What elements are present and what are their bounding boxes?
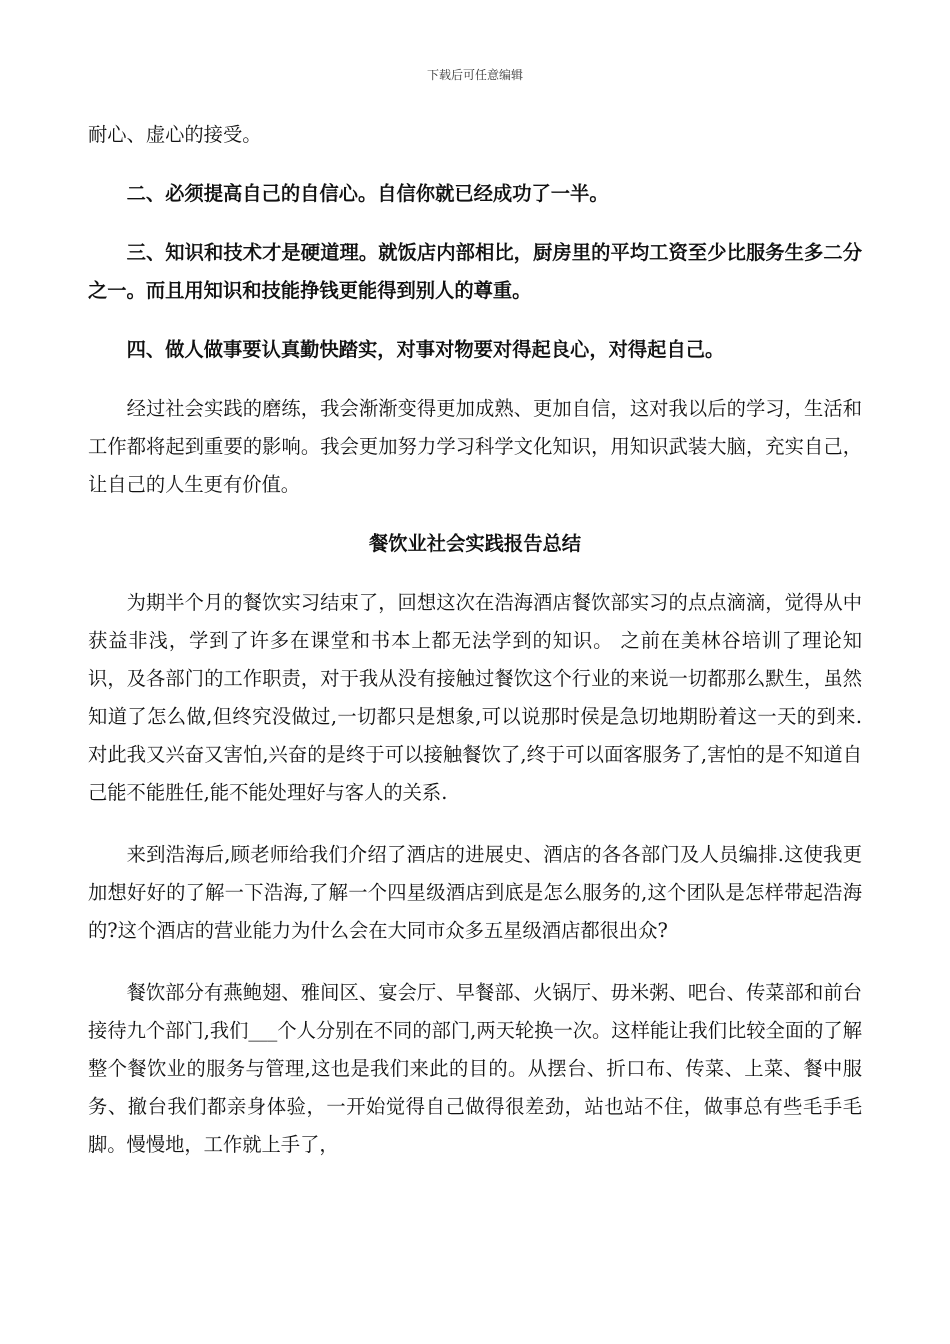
- section-title: 餐饮业社会实践报告总结: [368, 532, 582, 555]
- paragraph-intro: 为期半个月的餐饮实习结束了，回想这次在浩海酒店餐饮部实习的点点滴滴，觉得从中获益非浅，学到了许多在课堂和书本上都无法学到的知识。 之前在美林谷培训了理论知识，及各部门的工作职责，对于我从没有接触过餐饮这个行业的来说一切都那么默生，虽然知道了怎么做,但终究没做过,一切都只是想象,可以说那时侯是急切地期盼着这一天的到来.对此我又兴奋又害怕,兴奋的是终于可以接触餐饮了,终于可以面客服务了,害怕的是不知道自己能不能胜任,能不能处理好与客人的关系.: [88, 591, 862, 804]
- paragraph-conclusion: 经过社会实践的磨练，我会渐渐变得更加成熟、更加自信，这对我以后的学习，生活和工作都将起到重要的影响。我会更加努力学习科学文化知识，用知识武装大脑，充实自己，让自己的人生更有价值。: [88, 397, 862, 496]
- paragraph-continuation: 耐心、虚心的接受。: [88, 123, 262, 146]
- point-four: 四、做人做事要认真勤快踏实，对事对物要对得起良心，对得起自己。: [126, 338, 725, 361]
- point-two: 二、必须提高自己的自信心。自信你就已经成功了一半。: [126, 182, 609, 205]
- point-three: 三、知识和技术才是硬道理。就饭店内部相比，厨房里的平均工资至少比服务生多二分之一。而且用知识和技能挣钱更能得到别人的尊重。: [88, 241, 862, 302]
- page-header-note: 下载后可任意编辑: [426, 68, 523, 82]
- document-body: [88, 116, 862, 1164]
- paragraph-departments: 餐饮部分有燕鲍翅、雅间区、宴会厅、早餐部、火锅厅、毋米粥、吧台、传菜部和前台接待九个部门,我们___个人分别在不同的部门,两天轮换一次。这样能让我们比较全面的了解整个餐饮业的服务与管理,这也是我们来此的目的。从摆台、折口布、传菜、上菜、餐中服务、撤台我们都亲身体验，一开始觉得自己做得很差劲，站也站不住，做事总有些毛手毛脚。慢慢地，工作就上手了，: [88, 981, 862, 1156]
- paragraph-arrival: 来到浩海后,顾老师给我们介绍了酒店的进展史、酒店的各各部门及人员编排.这使我更加想好好的了解一下浩海,了解一个四星级酒店到底是怎么服务的,这个团队是怎样带起浩海的?这个酒店的营业能力为什么会在大同市众多五星级酒店都很出众?: [88, 843, 862, 942]
